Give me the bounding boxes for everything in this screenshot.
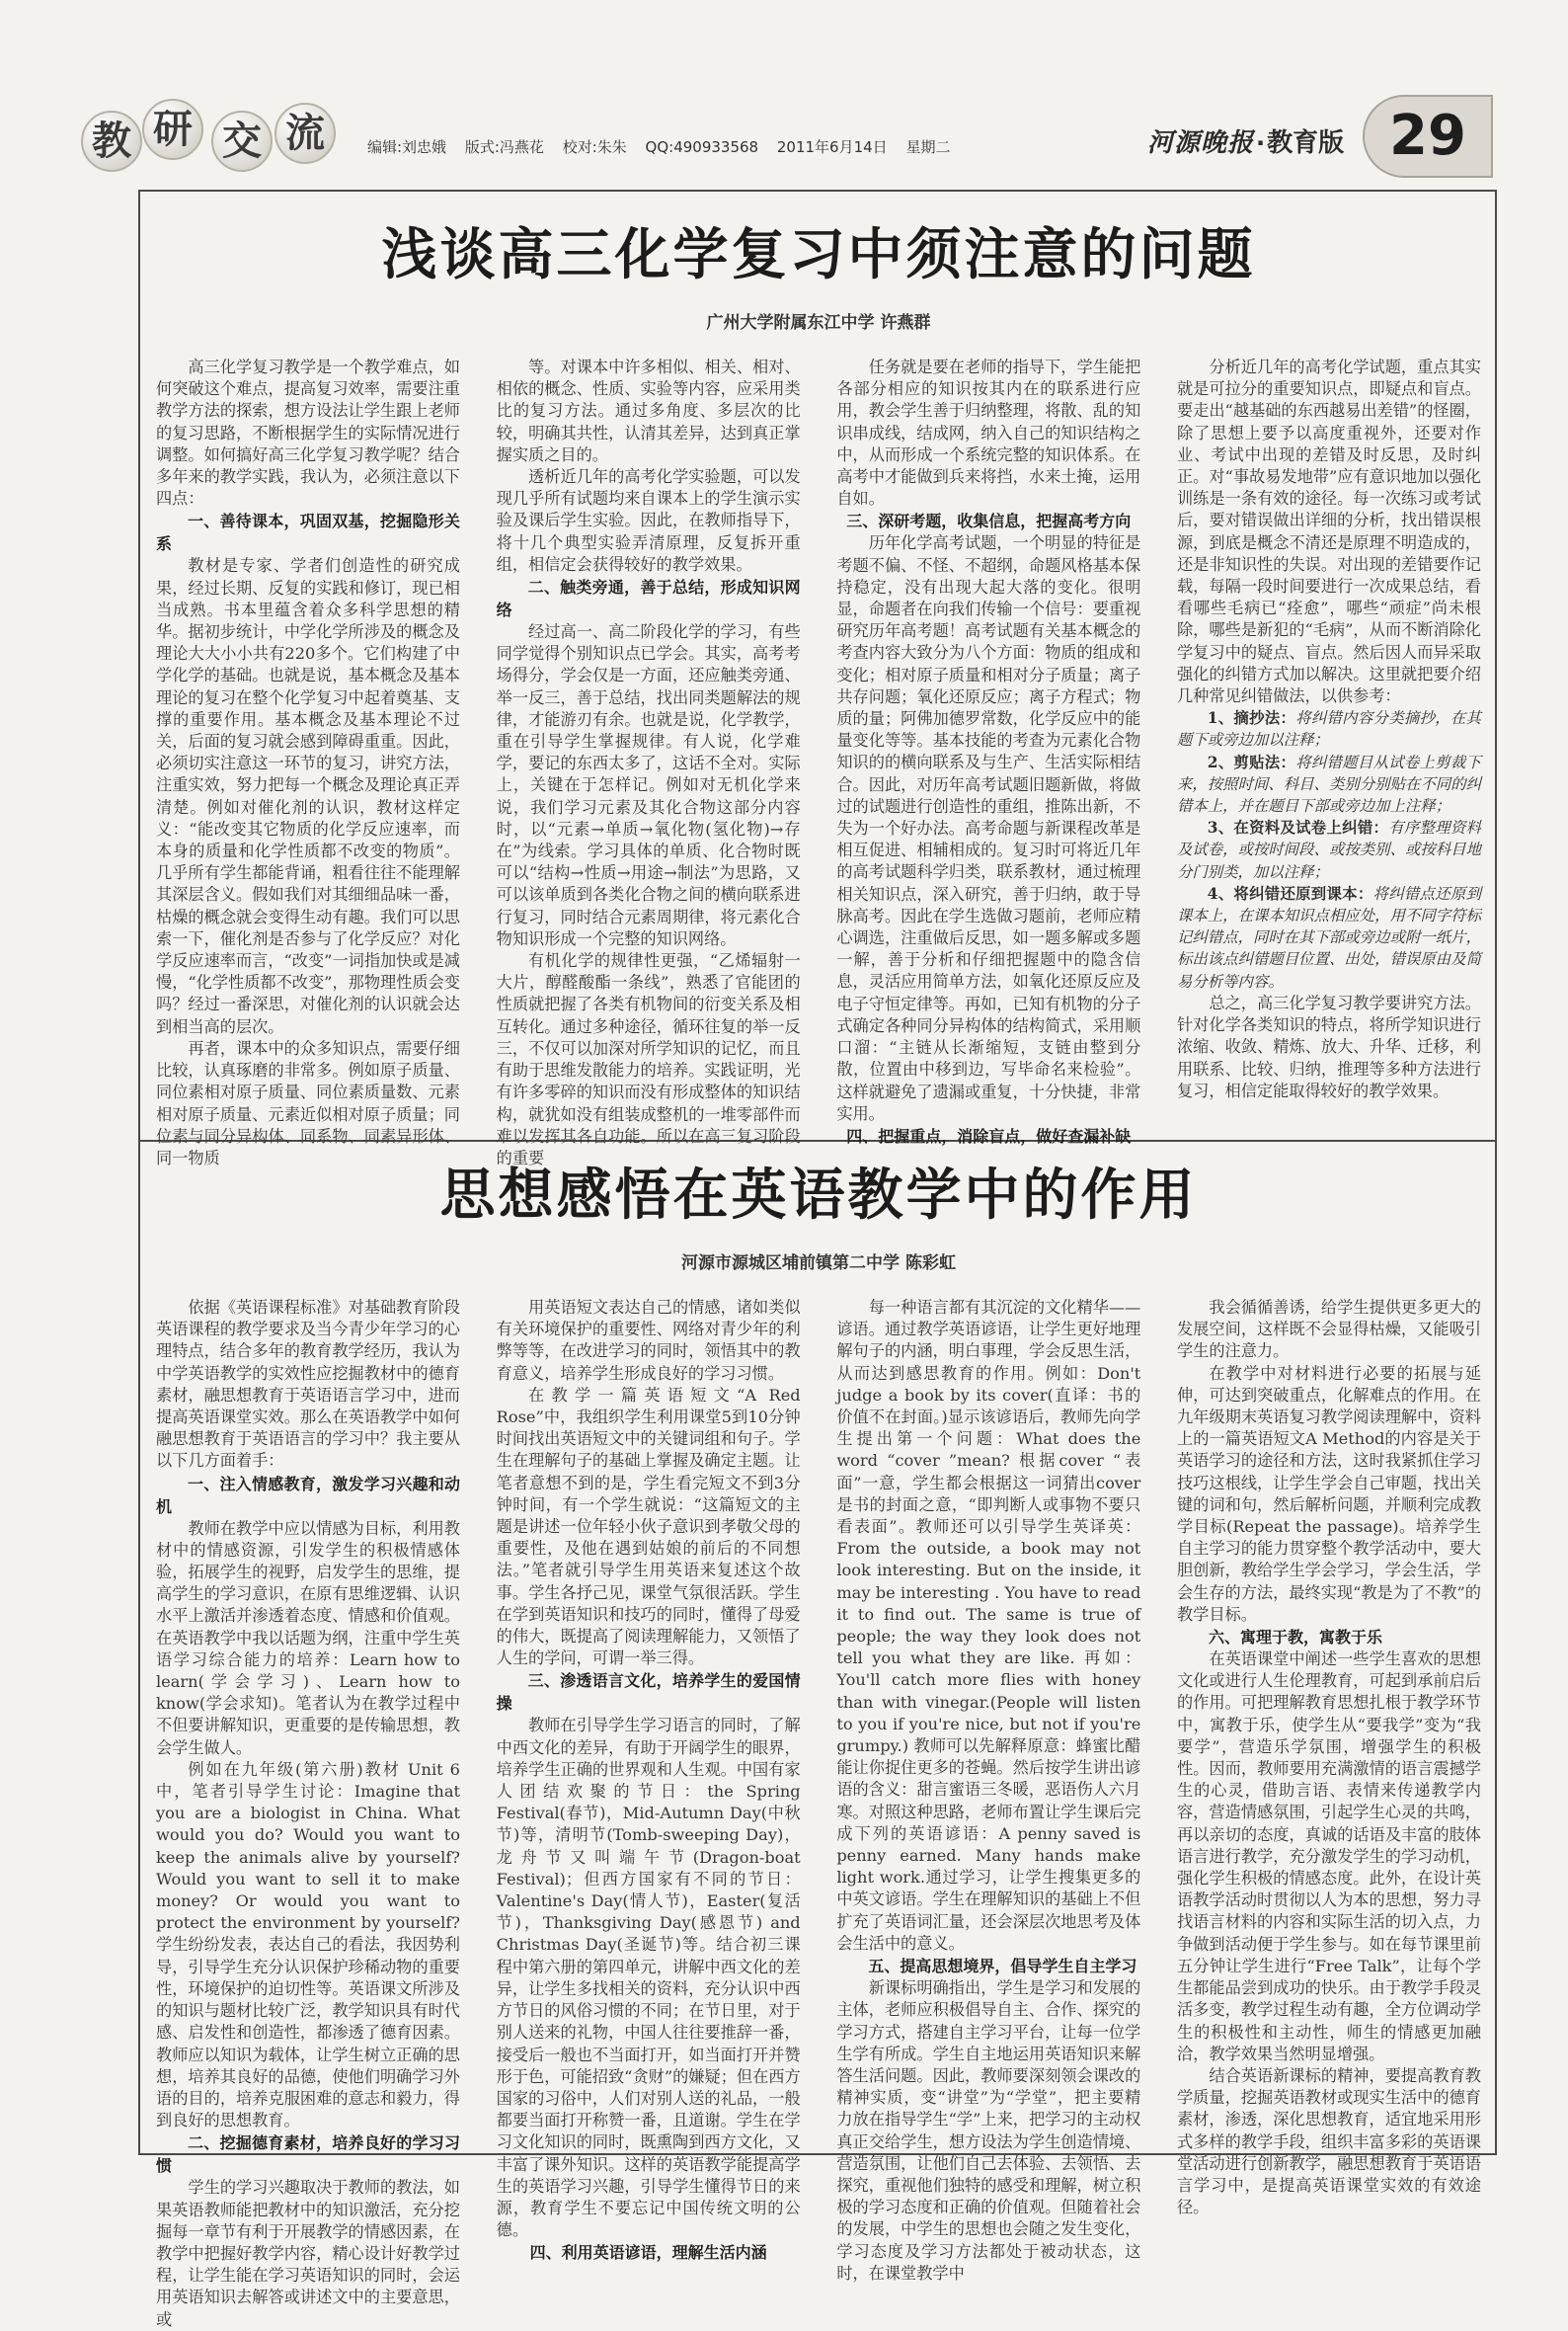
paragraph: 依据《英语课程标准》对基础教育阶段英语课程的教学要求及当今青少年学习的心理特点，结合多年的教育教学经历，我认为中学英语教学的实效性应挖掘教材中的德育素材，融思想教育于英语语言学习中，进而提高英语课堂实效。那么在英语教学中如何融思想教育于英语语言的学习中？我主要从以下几方面着手： — [156, 1298, 460, 1471]
article-byline: 广州大学附属东江中学 许燕群 — [706, 313, 931, 333]
method-item — [1177, 817, 1481, 883]
layout-designer: 版式:冯燕花 — [464, 138, 544, 156]
article-column — [1177, 357, 1481, 1105]
article-column — [156, 357, 460, 1167]
paragraph: 总之，高三化学复习教学要讲究方法。针对化学各类知识的特点，将所学知识进行浓缩、收敛、精炼、放大、升华、迁移，利用联系、比较、归纳，推理等多种方法进行复习，相信定能取得较好的教学效果。 — [1176, 993, 1481, 1100]
paragraph: 例如在九年级(第六册)教材 Unit 6 中，笔者引导学生讨论：Imagine that you are a biologist in China. What would you do? Would you want to keep the animals alive by yourself? Would you want to sell it to make money? Or would you want to protect the environment by yourself? 学生纷纷发表，表达自己的看法，我因势利导，引导学生充分认识保护珍稀动物的重要性，环境保护的迫切性等。英语课文所涉及的知识与题材比较广泛，教学知识具有时代感、启发性和创造性，都渗透了德育因素。教师应以知识为载体，让学生树立正确的思想，培养其良好的品德，使他们明确学习外语的目的，培养克服困难的意志和毅力，得到良好的思想教育。 — [156, 1759, 460, 2130]
brand-dot: · — [1256, 129, 1266, 157]
paragraph: 在教学中对材料进行必要的拓展与延伸，可达到突破重点，化解难点的作用。在九年级期末英语复习教学阅读理解中，资料上的一篇英语短文A Method的内容是关于英语学习的途径和方法，这时我紧抓住学习技巧这根线，让学生学会自己审题，找出关键的词和句，然后解析问题，并顺利完成教学目标(Repeat the passage)。培养学生自主学习的能力贯穿整个教学活动中，要大胆创新，教给学生学会学习，学会生活，学会生存的方法，最终实现“教是为了不教”的教学目标。 — [1176, 1363, 1481, 1624]
qq-number: QQ:490933568 — [645, 138, 759, 156]
article-byline: 河源市源城区埔前镇第二中学 陈彩虹 — [681, 1253, 956, 1273]
issue-weekday: 星期二 — [905, 138, 951, 156]
method-item-text: 将纠错题目从试卷上剪裁下来，按照时间、科目、类别分别贴在不同的纠错本上，并在题目下部或旁边加上注释； — [1176, 753, 1481, 816]
article-column — [836, 357, 1141, 1146]
section-logo-char: 流 — [274, 103, 336, 164]
article-column — [496, 1297, 801, 2263]
paragraph: 每一种语言都有其沉淀的文化精华——谚语。通过教学英语谚语，让学生更好地理解句子的内涵，明白事理，学会反思生活，从而达到感思教育的作用。例如：Don't judge a book by its cover(直译：书的价值不在封面。)显示该谚语后，教师先向学生提出第一个问题：What does the word “cover ”mean? 根据cover “表面”一意，学生都会根据这一词猜出cover是书的封面之意，“即判断人或事物不要只看表面”。教师还可以引导学生英译英：From the outside, a book may not look interesting. But on the inside, it may be interesting . You have to read it to find out. The same is true of people; the way they look does not tell you what they are like. 再如：You'll catch more flies with honey than with vinegar.(People will listen to you if you're nice, but not if you're grumpy.) 教师可以先解释原意：蜂蜜比醋能让你捉住更多的苍蝇。然后按学生讲出谚语的含义：甜言蜜语三冬暖，恶语伤人六月寒。对照这种思路，老师布置让学生课后完成下列的英语谚语：A penny saved is penny earned. Many hands make light work.通过学习，让学生搜集更多的中英文谚语。学生在理解知识的基础上不但扩充了英语词汇量，还会深层次地思考及体会生活中的意义。 — [836, 1298, 1141, 1953]
paragraph: 在教学一篇英语短文“A Red Rose”中，我组织学生利用课堂5到10分钟时间找出英语短文中的关键词组和句子。学生在理解句子的基础上掌握及确定主题。让笔者意想不到的是，学生看完短文不到3分钟时间，有一个学生就说：“这篇短文的主题是讲述一位年轻小伙子意识到孝敬父母的重要性，及他在遇到姑娘的前后的不同想法。”笔者就引导学生用英语来复述这个故事。学生各抒己见，课堂气氛很活跃。学生在学到英语知识和技巧的同时，懂得了母爱的伟大，既提高了阅读理解能力，又领悟了人生的学问，可谓一举三得。 — [496, 1385, 801, 1668]
brand-main: 河源晚报 — [1147, 128, 1255, 158]
editorial-meta — [367, 136, 964, 157]
method-item-text: 将纠错点还原到课本上，在课本知识点相应处，用不同字符标记纠错点，同时在其下部或旁边或附一纸片，标出该点纠错题目位置、出处，错误原由及简易分析等内容。 — [1176, 884, 1481, 991]
article-column — [496, 357, 801, 1167]
section-heading: 五、提高思想境界，倡导学生自主学习 — [868, 1957, 1137, 1976]
paragraph: 在英语课堂中阐述一些学生喜欢的思想文化或进行人生伦理教育，可起到承前启后的作用。可把理解教育思想扎根于教学环节中，寓教于乐，使学生从“要我学”变为“我要学”，营造乐学氛围，增强学生的积极性。因而，教师要用充满激情的语言震撼学生的心灵，借助言语、表情来传递教学内容，营造情感氛围，引起学生心灵的共鸣，再以亲切的态度，真诚的话语及丰富的肢体语言进行教学，充分激发学生的学习动机，强化学生积极的情感态度。此外，在设计英语教学活动时贯彻以人为本的思想，努力寻找语言材料的内容和实际生活的切入点，力争做到活动便于学生参与。如在每节课里前五分钟让学生进行“Free Talk”，让每个学生都能品尝到成功的快乐。由于教学手段灵活多变，教学过程生动有趣，全方位调动学生的积极性和主动性，师生的情感更加融洽，教学效果当然明显增强。 — [1176, 1649, 1481, 2063]
paragraph: 经过高一、高二阶段化学的学习，有些同学觉得个别知识点已学会。其实，高考考场得分，学会仅是一方面，还应触类旁通、举一反三，善于总结，找出同类题解法的规律，才能游刃有余。也就是说，化学教学，重在引导学生掌握规律。有人说，化学难学，要记的东西太多了，这话不全对。实际上，关键在于怎样记。例如对无机化学来说，我们学习元素及其化合物这部分内容时，以“元素→单质→氧化物(氢化物)→存在”为线索。学习具体的单质、化合物时既可以“结构→性质→用途→制法”为思路，又可以该单质到各类化合物之间的横向联系进行复习，同时结合元素周期律，将元素化合物知识形成一个完整的知识网络。 — [496, 622, 801, 948]
method-item — [1177, 707, 1481, 751]
paragraph: 教师在教学中应以情感为目标，利用教材中的情感资源，引发学生的积极情感体验，拓展学生的视野，启发学生的思维，提高学生的学习意识，在原有思维逻辑、认识水平上激活并渗透着态度、情感和价值观。在英语教学中我以话题为纲，注重中学生英语学习综合能力的培养：Learn how to learn(学会学习)、Learn how to know(学会求知)。笔者认为在教学过程中不但要讲解知识，更重要的是传输思想，教会学生做人。 — [156, 1518, 460, 1757]
section-heading: 三、深研考题，收集信息，把握高考方向 — [846, 512, 1132, 531]
paragraph: 有机化学的规律性更强，“乙烯辐射一大片，醇醛酸酯一条线”，熟悉了官能团的性质就把握了各类有机物间的衍变关系及相互转化。通过多种途径，循环往复的举一反三，不仅可以加深对所学知识的记忆，而且有助于思维发散能力的培养。实践证明，光有许多零碎的知识而没有形成整体的知识结构，就犹如没有组装成整机的一堆零部件而难以发挥其各自功能。所以在高三复习阶段的重要 — [496, 951, 801, 1167]
method-item — [1177, 752, 1481, 818]
article-columns — [156, 357, 1481, 1167]
section-heading: 二、挖掘德育素材，培养良好的学习习惯 — [156, 2133, 460, 2176]
paragraph: 学生的学习兴趣取决于教师的教法，如果英语教师能把教材中的知识激活，充分挖掘每一章节有利于开展教学的情感因素，在教学中把握好教学内容，精心设计好教学过程，让学生能在学习英语知识的同时，会运用英语知识去解答或讲述文中的主要意思，或 — [156, 2178, 460, 2329]
article-column — [1176, 1297, 1481, 2217]
method-item-title: 2、剪贴法： — [1207, 753, 1296, 771]
section-heading: 二、触类旁通，善于总结，形成知识网络 — [496, 578, 801, 620]
method-item-title: 1、摘抄法： — [1207, 709, 1296, 728]
paragraph: 用英语短文表达自己的情感，诸如类似有关环境保护的重要性、网络对青少年的利弊等等，在改进学习的同时，领悟其中的教育意义，培养学生形成良好的学习习惯。 — [496, 1298, 801, 1383]
paragraph: 再者，课本中的众多知识点，需要仔细比较，认真琢磨的非常多。例如原子质量、同位素相对原子质量、同位素质量数、元素相对原子质量、元素近似相对原子质量；同位素与同分异构体、同系物、同素异形体、同一物质 — [156, 1038, 460, 1167]
section-heading: 六、寓理于教，寓教于乐 — [1208, 1628, 1382, 1648]
section-heading: 三、渗透语言文化，培养学生的爱国情操 — [496, 1671, 801, 1714]
article-title: 思想感悟在英语教学中的作用 — [439, 1164, 1198, 1228]
editor: 编辑:刘忠娥 — [367, 138, 447, 156]
paragraph: 任务就是要在老师的指导下，学生能把各部分相应的知识按其内在的联系进行应用，教会学生善于归纳整理，将散、乱的知识串成线，结成网，纳入自己的知识结构之中，从而形成一个系统完整的知识体系。在高考中才能做到兵来将挡，水来土掩，运用自如。 — [836, 358, 1141, 509]
method-item-title: 3、在资料及试卷上纠错： — [1207, 819, 1389, 838]
issue-date: 2011年6月14日 — [776, 138, 888, 156]
masthead — [81, 89, 1493, 178]
section-logo — [81, 99, 340, 172]
section-heading: 一、善待课本，巩固双基，挖掘隐形关系 — [156, 512, 460, 554]
section-logo-char: 研 — [142, 99, 203, 160]
paragraph: 高三化学复习教学是一个教学难点，如何突破这个难点，提高复习效率，需要注重教学方法的探索，想方设法让学生跟上老师的复习思路，不断根据学生的实际情况进行调整。如何搞好高三化学复习教学呢？结合多年来的教学实践，我认为，必须注意以下四点： — [156, 358, 460, 509]
article-chemistry — [156, 198, 1481, 1167]
section-heading: 四、利用英语谚语，理解生活内涵 — [529, 2243, 767, 2263]
paragraph: 教材是专家、学者们创造性的研究成果，经过长期、反复的实践和修订，现已相当成熟。书本里蕴含着众多科学思想的精华。据初步统计，中学化学所涉及的概念及理论大大小小共有220多个。它们构建了中学化学的基础。也就是说，基本概念及基本理论的复习在整个化学复习中起着奠基、支撑的重要作用。基本概念及基本理论不过关，后面的复习就会感到障碍重重。因此，必须切实注意这一环节的复习，讲究方法，注重实效，努力把每一个概念及理论真正弄清楚。例如对催化剂的认识，教材这样定义：“能改变其它物质的化学反应速率，而本身的质量和化学性质都不改变的物质”。几乎所有学生都能背诵，粗看往往不能理解其深层含义。假如我们对其细细品味一番，枯燥的概念就会变得生动有趣。我们可以思索一下，催化剂是否参与了化学反应？对化学反应速率而言，“改变”一词指加快或是减慢，“化学性质都不改变”，那物理性质会变吗？经过一番深思，对催化剂的认识就会达到相当高的层次。 — [156, 556, 460, 1036]
brand-sub: 教育版 — [1267, 128, 1345, 158]
method-item-text: 有序整理资料及试卷，或按时间段、或按类别、或按科目地分门别类，加以注释； — [1176, 819, 1481, 881]
article-column — [156, 1297, 460, 2329]
method-item-title: 4、将纠错还原到课本： — [1207, 884, 1373, 903]
article-column — [836, 1297, 1141, 2283]
section-heading: 四、把握重点，消除盲点，做好查漏补缺 — [846, 1126, 1132, 1146]
section-logo-char: 交 — [211, 111, 273, 172]
proofreader: 校对:朱朱 — [562, 138, 627, 156]
article-columns — [156, 1297, 1481, 2329]
paragraph: 历年化学高考试题，一个明显的特征是考题不偏、不怪、不超纲，命题风格基本保持稳定，没有出现大起大落的变化。很明显，命题者在向我们传输一个信号：要重视研究历年高考题！高考试题有关基本概念的考查内容大致分为八个方面：物质的组成和变化；相对原子质量和相对分子质量；离子共存问题；氧化还原反应；离子方程式；物质的量；阿佛加德罗常数，化学反应中的能量变化等等。基本技能的考查为元素化合物知识的的横向联系及与生产、生活实际相结合。因此，对历年高考试题旧题新做，将做过的试题进行创造性的重组，推陈出新，不失为一个好办法。高考命题与新课程改革是相互促进、相辅相成的。复习时可将近几年的高考试题科学归类，联系教材，通过梳理相关知识点，深入研究，善于归纳，敢于导脉高考。因此在学生选做习题前，老师应精心调选，注重做后反思，如一题多解或多题一解，善于分析和仔细把握题中的隐含信息，灵活应用简单方法，如氧化还原反应及电子守恒定律等。再如，已知有机物的分子式确定各种同分异构体的结构简式，采用顺口溜：“主链从长渐缩短，支链由整到分散，位置由中移到边，写毕命名来检验”。这样就避免了遗漏或重复，十分快捷，非常实用。 — [836, 533, 1141, 1123]
paper-brand — [1147, 122, 1344, 159]
paragraph: 透析近几年的高考化学实验题，可以发现几乎所有试题均来自课本上的学生演示实验及课后学生实验。因此，在教师指导下，将十几个典型实验弄清原理，反复拆开重组，相信定会获得较好的教学效果。 — [496, 467, 801, 574]
paragraph: 新课标明确指出，学生是学习和发展的主体，老师应积极倡导自主、合作、探究的学习方式，搭建自主学习平台，让每一位学生学有所成。学生自主地运用英语知识来解答生活问题。因此，教师要深刻领会课改的精神实质，变“讲堂”为“学堂”，把主要精力放在指导学生“学”上来，把学习的主动权真正交给学生，想方设法为学生创造情境、营造氛围，让他们自己去体验、去领悟、去探究，重视他们独特的感受和理解，树立积极的学习态度和正确的价值观。但随着社会的发展，中学生的思想也会随之发生变化，学习态度及学习方法都处于被动状态，这时，在课堂教学中 — [836, 1978, 1141, 2283]
paragraph: 分析近几年的高考化学试题，重点其实就是可拉分的重要知识点，即疑点和盲点。要走出“越基础的东西越易出差错”的怪圈，除了思想上要予以高度重视外，还要对作业、考试中出现的差错及时反思，及时纠正。对“事故易发地带”应有意识地加以强化训练是一条有效的途径。每一次练习或考试后，要对错误做出详细的分析，找出错误根源，到底是概念不清还是原理不明造成的，还是非知识性的失误。对出现的差错要作记载，每隔一段时间要进行一次成果总结，看看哪些毛病已“痊愈”，哪些“顽症”尚未根除，哪些是新犯的“毛病”，从而不断消除化学复习中的疑点、盲点。然后因人而异采取强化的纠错方式加以解决。这里就把要介绍几种常见纠错做法，以供参考： — [1176, 358, 1481, 706]
method-item — [1177, 883, 1481, 993]
paragraph: 等。对课本中许多相似、相关、相对、相依的概念、性质、实验等内容，应采用类比的复习方法。通过多角度、多层次的比较，明确其共性，认清其差异，达到真正掌握实质之目的。 — [496, 358, 801, 464]
article-english — [156, 1148, 1481, 2329]
paragraph: 我会循循善诱，给学生提供更多更大的发展空间，这样既不会显得枯燥，又能吸引学生的注意力。 — [1176, 1298, 1481, 1361]
section-heading: 一、注入情感教育，激发学习兴趣和动机 — [156, 1474, 460, 1516]
article-title: 浅谈高三化学复习中须注意的问题 — [381, 223, 1256, 287]
section-logo-char: 教 — [81, 111, 142, 172]
paragraph: 结合英语新课标的精神，要提高教育教学质量，挖掘英语教材或现实生活中的德育素材，渗透，深化思想教育，适宜地采用形式多样的教学手段，组织丰富多彩的英语课堂活动进行创新教学，融思想教育于英语语言学习中，是提高英语课堂实效的有效途径。 — [1176, 2065, 1481, 2217]
page-number: 29 — [1363, 95, 1493, 178]
method-item-text: 将纠错内容分类摘抄，在其题下或旁边加以注释； — [1176, 709, 1481, 750]
paragraph: 教师在引导学生学习语言的同时，了解中西文化的差异，有助于开阔学生的眼界，培养学生正确的世界观和人生观。中国有家人团结欢聚的节日：the Spring Festival(春节)，Mid-Autumn Day(中秋节)等，清明节(Tomb-sweeping Day)，龙舟节又叫端午节(Dragon-boat Festival)；但西方国家有不同的节日：Valentine's Day(情人节)，Easter(复活节)，Thanksgiving Day(感恩节) and Christmas Day(圣诞节)等。结合初三课程中第六册的第四单元，讲解中西文化的差异，让学生多找相关的资料，充分认识中西方节日的风俗习惯的不同；在节日里，对于别人送来的礼物，中国人往往要推辞一番，接受后一般也不当面打开，如当面打开并赞形于色，可能招致“贪财”的嫌疑；但在西方国家的习俗中，人们对别人送的礼品，一般都要当面打开称赞一番，且道谢。学生在学习文化知识的同时，既熏陶到西方文化，又丰富了课外知识。这样的英语教学能提高学生的英语学习兴趣，引导学生懂得节日的来源，教育学生不要忘记中国传统文明的公德。 — [496, 1716, 801, 2240]
